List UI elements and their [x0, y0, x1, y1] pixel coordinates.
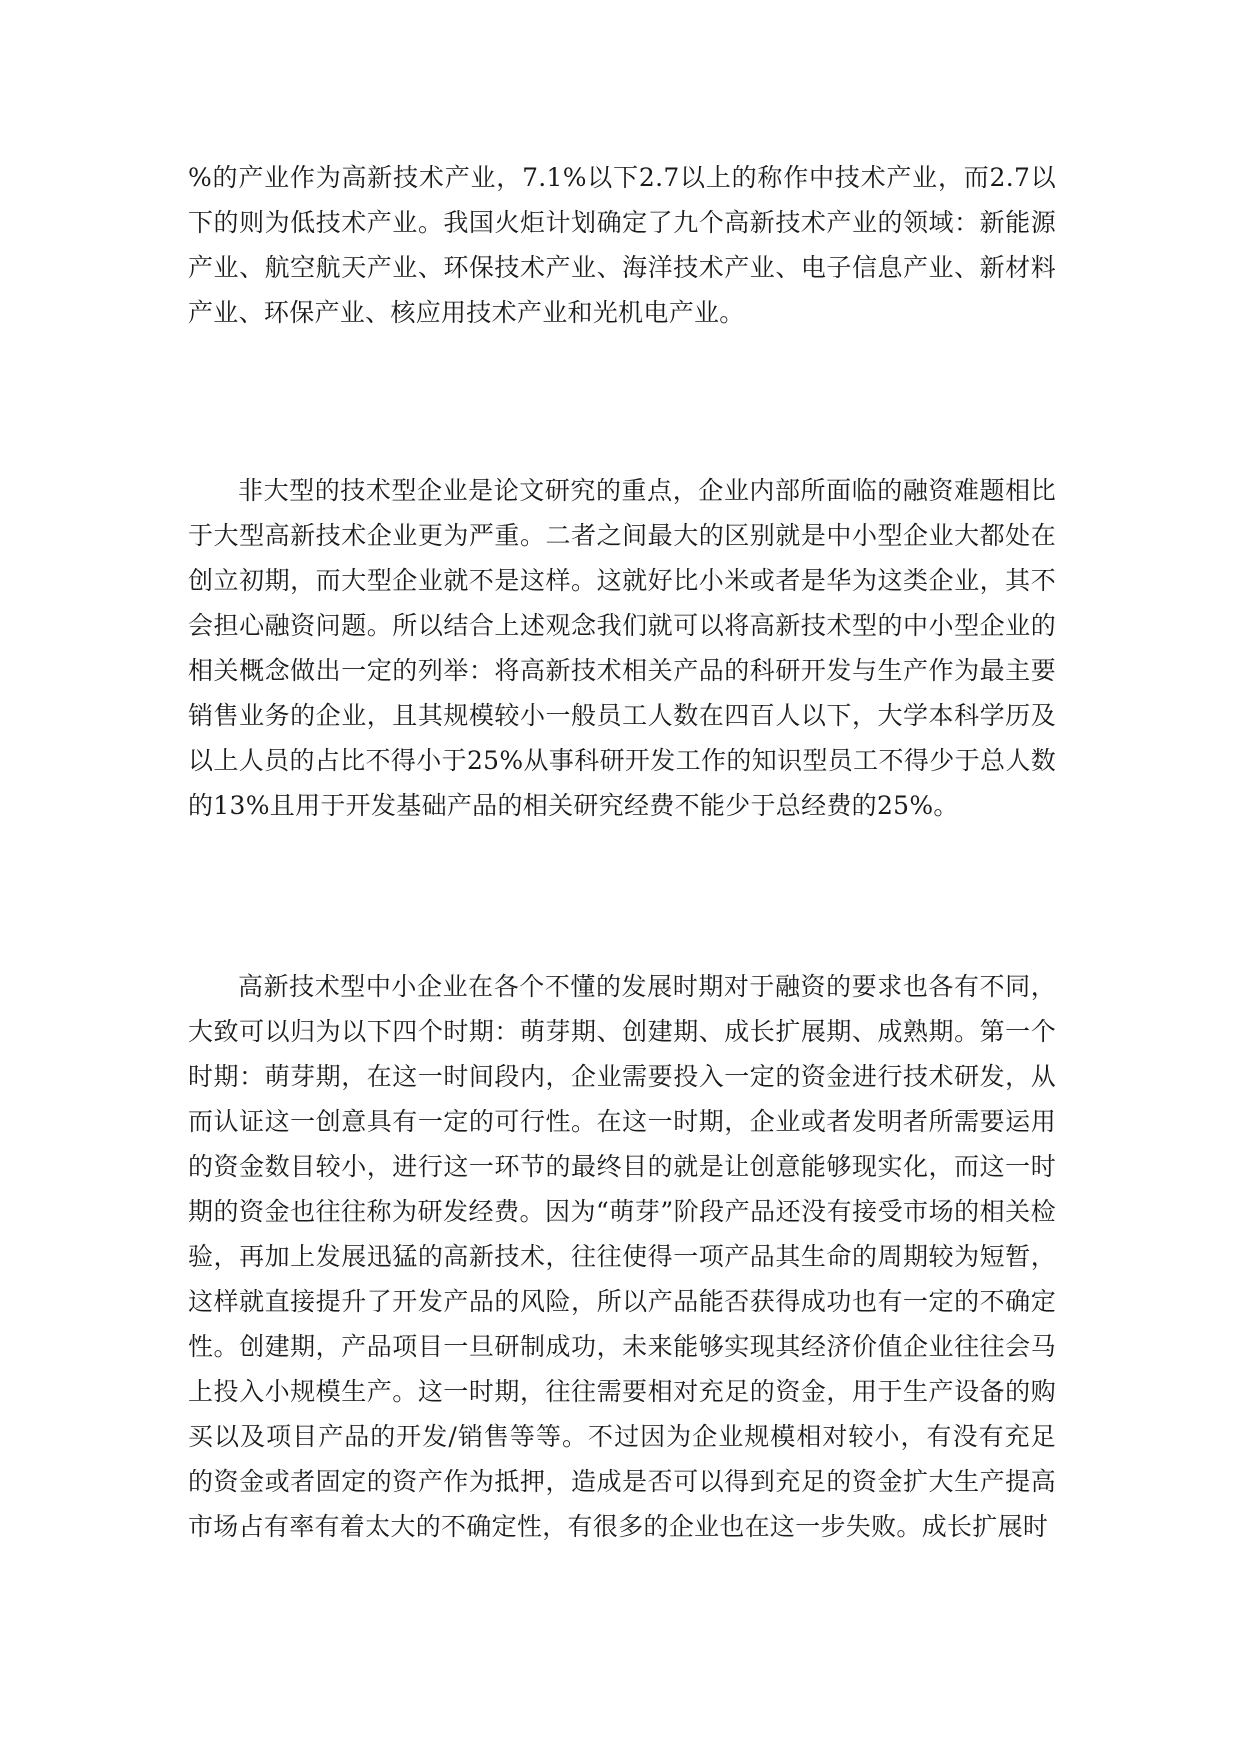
paragraph-sme-definition: 非大型的技术型企业是论文研究的重点，企业内部所面临的融资难题相比于大型高新技术企业更为严重。二者之间最大的区别就是中小型企业大都处在创立初期，而大型企业就不是这样。这就好比小米或者是华为这类企业，其不会担心融资问题。所以结合上述观念我们就可以将高新技术型的中小型企业的相关概念做出一定的列举：将高新技术相关产品的科研开发与生产作为最主要销售业务的企业，且其规模较小一般员工人数在四百人以下，大学本科学历及以上人员的占比不得小于25%从事科研开发工作的知识型员工不得少于总人数的13%且用于开发基础产品的相关研究经费不能少于总经费的25%。 [188, 476, 1056, 820]
paragraph-financing-stages: 高新技术型中小企业在各个不懂的发展时期对于融资的要求也各有不同，大致可以归为以下四个时期：萌芽期、创建期、成长扩展期、成熟期。第一个时期：萌芽期，在这一时间段内，企业需要投入一定的资金进行技术研发，从而认证这一创意具有一定的可行性。在这一时期，企业或者发明者所需要运用的资金数目较小，进行这一环节的最终目的就是让创意能够现实化，而这一时期的资金也往往称为研发经费。因为“萌芽”阶段产品还没有接受市场的相关检验，再加上发展迅猛的高新技术，往往使得一项产品其生命的周期较为短暂，这样就直接提升了开发产品的风险，所以产品能否获得成功也有一定的不确定性。创建期，产品项目一旦研制成功，未来能够实现其经济价值企业往往会马上投入小规模生产。这一时期，往往需要相对充足的资金，用于生产设备的购买以及项目产品的开发/销售等等。不过因为企业规模相对较小，有没有充足的资金或者固定的资产作为抵押，造成是否可以得到充足的资金扩大生产提高市场占有率有着太大的不确定性，有很多的企业也在这一步失败。成长扩展时 [188, 972, 1056, 1541]
paragraph-industry-classification: %的产业作为高新技术产业，7.1%以下2.7以上的称作中技术产业，而2.7以下的则为低技术产业。我国火炬计划确定了九个高新技术产业的领域：新能源产业、航空航天产业、环保技术产业、海洋技术产业、电子信息产业、新材料产业、环保产业、核应用技术产业和光机电产业。 [188, 163, 1056, 327]
